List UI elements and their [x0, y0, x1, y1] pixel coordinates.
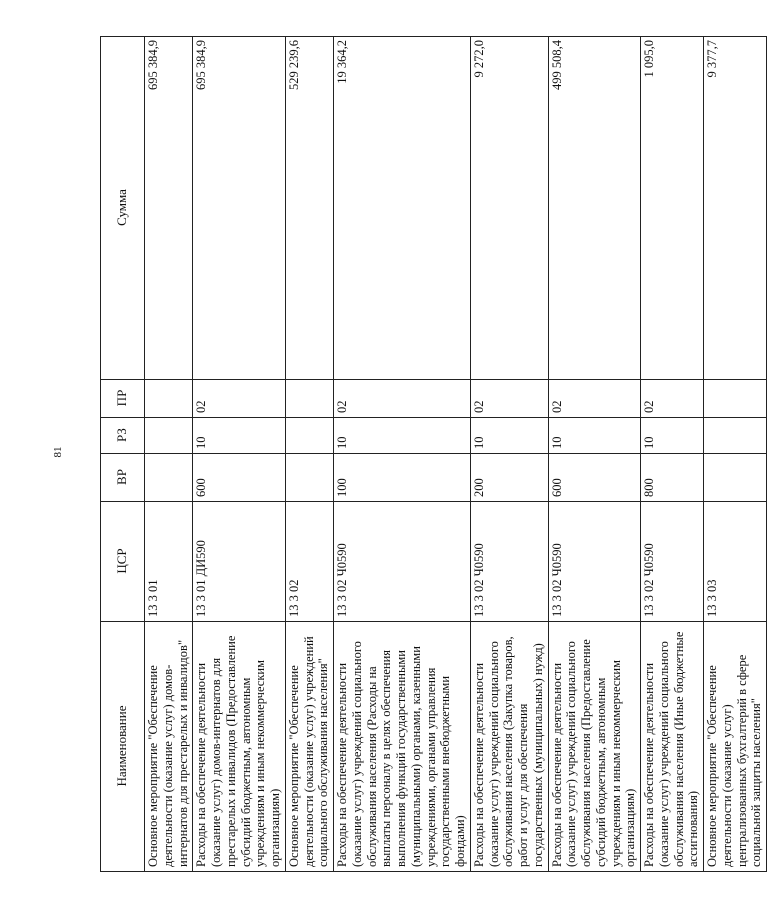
cell-sum: 695 384,9 [193, 37, 286, 380]
cell-rz: 10 [334, 418, 471, 454]
table-row [470, 37, 548, 872]
cell-rz: 10 [641, 418, 704, 454]
cell-name: Расходы на обеспечение деятельности (оказание услуг) учреждений социального обслуживания населения (Закупка товаров, работ и услуг для обеспечения государственных (муниципальных) нужд) [470, 622, 548, 872]
cell-pr [704, 380, 767, 418]
cell-csr: 13 3 02 Ч0590 [641, 502, 704, 622]
table-row [193, 37, 286, 872]
cell-pr: 02 [334, 380, 471, 418]
cell-vr: 600 [548, 454, 641, 502]
cell-sum: 529 239,6 [285, 37, 333, 380]
cell-csr: 13 3 02 Ч0590 [470, 502, 548, 622]
cell-csr: 13 3 03 [704, 502, 767, 622]
table-header-row [101, 37, 145, 872]
cell-csr: 13 3 02 Ч0590 [548, 502, 641, 622]
cell-pr [285, 380, 333, 418]
header-name: Наименование [101, 622, 145, 872]
budget-table [100, 36, 767, 872]
cell-rz: 10 [470, 418, 548, 454]
cell-name: Расходы на обеспечение деятельности (оказание услуг) учреждений социального обслуживания населения (Предоставление субсидий бюджетным, автономным учреждениям и иным некоммерческим организациям) [548, 622, 641, 872]
table-row [334, 37, 471, 872]
cell-name: Расходы на обеспечение деятельности (оказание услуг) учреждений социального обслуживания населения (Иные бюджетные ассигнования) [641, 622, 704, 872]
cell-sum: 9 272,0 [470, 37, 548, 380]
cell-name: Расходы на обеспечение деятельности (оказание услуг) учреждений социального обслуживания населения (Расходы на выплаты персоналу в целях обеспечения выполнения функций государственными (муниципальными) органами, казенными учреждениями, органами управления государственными внебюджетными фондами) [334, 622, 471, 872]
cell-sum: 19 364,2 [334, 37, 471, 380]
header-csr: ЦСР [101, 502, 145, 622]
cell-rz [285, 418, 333, 454]
table-row [704, 37, 767, 872]
cell-csr: 13 3 01 ДИ590 [193, 502, 286, 622]
table-row [641, 37, 704, 872]
cell-sum: 695 384,9 [145, 37, 193, 380]
cell-vr: 200 [470, 454, 548, 502]
cell-name: Основное мероприятие "Обеспечение деятельности (оказание услуг) централизованных бухгалтерий в сфере социальной защиты населения" [704, 622, 767, 872]
cell-vr: 800 [641, 454, 704, 502]
header-sum: Сумма [101, 37, 145, 380]
cell-vr: 100 [334, 454, 471, 502]
cell-rz: 10 [548, 418, 641, 454]
cell-vr [704, 454, 767, 502]
cell-name: Основное мероприятие "Обеспечение деятельности (оказание услуг) домов-интернатов для престарелых и инвалидов" [145, 622, 193, 872]
header-rz: РЗ [101, 418, 145, 454]
cell-csr: 13 3 02 [285, 502, 333, 622]
cell-pr: 02 [193, 380, 286, 418]
header-pr: ПР [101, 380, 145, 418]
cell-name: Основное мероприятие "Обеспечение деятельности (оказание услуг) учреждений социального обслуживания населения" [285, 622, 333, 872]
cell-vr: 600 [193, 454, 286, 502]
cell-pr: 02 [548, 380, 641, 418]
table-row [548, 37, 641, 872]
cell-csr: 13 3 01 [145, 502, 193, 622]
cell-pr [145, 380, 193, 418]
cell-sum: 499 508,4 [548, 37, 641, 380]
cell-sum: 1 095,0 [641, 37, 704, 380]
cell-rz [704, 418, 767, 454]
rotated-page-content [100, 37, 767, 872]
cell-vr [285, 454, 333, 502]
page-number: 81 [52, 446, 64, 458]
table-row [145, 37, 193, 872]
table-row [285, 37, 333, 872]
cell-csr: 13 3 02 Ч0590 [334, 502, 471, 622]
cell-vr [145, 454, 193, 502]
cell-rz [145, 418, 193, 454]
cell-name: Расходы на обеспечение деятельности (оказание услуг) домов-интернатов для престарелых и инвалидов (Предоставление субсидий бюджетным, автономным учреждениям и иным некоммерческим организациям) [193, 622, 286, 872]
cell-pr: 02 [470, 380, 548, 418]
cell-pr: 02 [641, 380, 704, 418]
header-vr: ВР [101, 454, 145, 502]
cell-rz: 10 [193, 418, 286, 454]
cell-sum: 9 377,7 [704, 37, 767, 380]
